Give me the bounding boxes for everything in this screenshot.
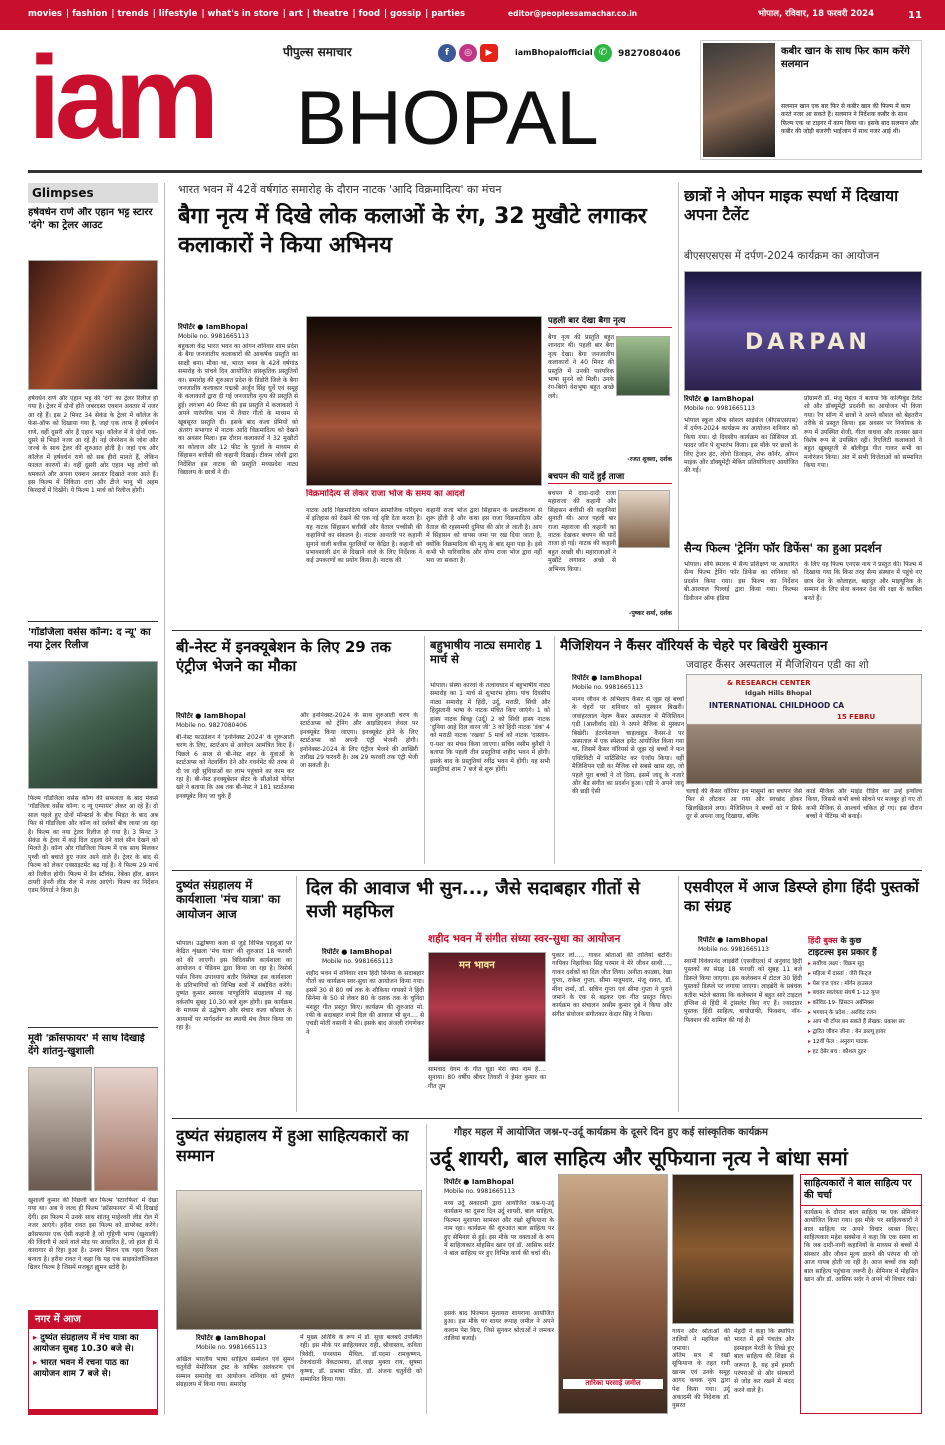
lead-body-2: नाटक आदि विक्रमादित्य वर्तमान सामाजिक परिदृश्य में इतिहास को देखने की एक नई दृष्टि देता करता है। यह नाटक सिंहासन बत्तीसी और वैताल पच्चीसी की कहानियों का संकलन है। नाटक आनतरि पर कहानी सुनाने वाली बत्तीस पुतलियों पर केंद्रित है। कहानी को प्रभावशाली ढंग से दिखाने वाले के लिए निर्देशक ने कई उपकरणों का प्रयोग किया है। नाटक की [306, 507, 422, 565]
viewer-1-photo [616, 336, 670, 396]
reporter-mobile: Mobile no. 9981665113 [444, 1187, 515, 1195]
cancer-story [558, 636, 922, 864]
samman-byline [196, 1334, 306, 1352]
masthead-rule [28, 170, 922, 173]
urdu-event-photo-1 [558, 1174, 668, 1414]
nav-art[interactable]: art [288, 9, 303, 19]
samman-body-1: अखिल भारतीय भाषा साहित्य सम्मेलन एवं सुमन चतुर्वेदी मेमोरियल ट्रस्ट के वार्षिक अलंकरण एवं सम्मान समारोह का आयोजन शनिवार को दुष्यंत संग्रहालय में किया गया। समारोह [176, 1356, 294, 1389]
urdu-body-5: मेहदी ने कहा कि स्थापित भारत में हमें पंचतंत्र और इस्माइल मेरठी के लिखे हुए बाल साहित्य की शिक्षा से जरूरत है, यह हमें हमारी परंपराओं से और संस्कारों से जोड़ कर रखने में मदद करने वाले है। [734, 1328, 794, 1394]
lead-kicker: भारत भवन में 42वें वर्षगांठ समारोह के दौरान नाटक 'आदि विक्रमादित्य' का मंचन [178, 183, 502, 196]
manch-yatra-story [172, 876, 292, 1116]
svl-body: स्वामी विवेकानंद लाइब्रेरी (एसवीएल) में अनुवाद हिंदी पुस्तकों का संग्रह 18 फरवरी को सुबह 11 बजे डिस्प्ले किया जाएगा। इस कलेक्शन में टोटल 30 हिंदी पुस्तकों डिस्प्ले पर लगाया जाएगा। लाइब्रेरी के प्रबंधक यतीश भटेले बताया कि कलेक्शन में बहुत सारे टाइटल इंग्लिश से हिंदी में ट्रांसलेट किए गए हैं। ज्यादातर पुस्तक हिंदी साहित्य, बायोग्राफी, फिक्शन, नॉन-फिक्शन की शामिल की गई हैं। [684, 958, 802, 1024]
nav-fashion[interactable]: fashion [72, 9, 108, 19]
darpan-byline [684, 395, 794, 413]
music-night-photo [428, 952, 546, 1062]
geet-body-1: शहीद भवन में शनिवार शाम हिंदी सिनेमा के सदाबहार गीतों का कार्यक्रम स्वर-सुधा का आयोजन किया गया। इसमें 30 से 80 वर्ष तक के शौकिया गायकों ने हिंदी सिनेमा के 50 से लेकर 80 के दशक तक के चुनिंदा मशहूर गीत प्रस्तुत किए। कार्यक्रम की शुरुआत मो. रफी के सदाबहार नगमे दिल की आवाज भी सुन.... से एचडी मोती वसानी ने की। इसके बाद अंजली रांगणेकर ने [306, 970, 424, 1036]
lead-body-1: बहुकला केंद्र भारत भवन का आंगन शनिवार शाम प्रदेश के बैगा जनजातीय कलाकारों की आकर्षक प्रस्तुति का साक्षी बना। मौका था, भारत भवन के 42वें वर्षगांठ समारोह के पांचवे दिन आयोजित सांस्कृतिक प्रस्तुतियों का। समारोह की शुरुआत प्रदेश के डिंडोरी जिले के बैगा जनजातीय कलाकार पद्मश्री अर्जुन सिंह धुर्वे एवं समूह के कलाकारों द्वारा दी गई जनजातीय नृत्य की प्रस्तुति से हुई। लगभग 40 मिनट की इस प्रस्तुति में कलाकारों ने अपने पारंपरिक भाव में तैयार गीतों के माध्यम से खूबसूरत प्रस्तुति दी। इसके बाद कला प्रेमियों को अंतरंग सभागार में नाटक आदि विक्रमादित्य को देखने का अवसर मिला। इस दौरान कलाकारों ने 32 मुखौटों का कोलाज और 12 फीट के पुतलों के माध्यम से सिंहासन बत्तीसी की कहानी दिखाई। टीकम जोशी द्वारा निर्देशित इस नाटक की प्रस्तुति मध्यप्रदेश नाट्य विद्यालय के छात्रों ने दी। [178, 343, 298, 477]
nav-gossip[interactable]: gossip [390, 9, 422, 19]
facebook-icon[interactable]: f [438, 44, 456, 62]
column-divider [426, 1124, 427, 1414]
row-divider [172, 1118, 922, 1119]
quote-2-headline: बचपन की यादें हुईं ताजा [548, 472, 672, 484]
urdu-body-2: इसके बाद फिल्मान मुशायरा शायराना आयोजित हुआ। इस मौके पर शायर रूपाह जमील ने अपने कलाम पेश किए, जिसे सुनकर श्रोताओं ने जमकर तालियां बजाईं। [444, 1310, 554, 1343]
editor-email[interactable]: editor@peoplessamachar.co.in [508, 9, 638, 18]
book-box-heading [808, 936, 922, 959]
reporter-name: रिपोर्टर ● IamBhopal [322, 948, 392, 956]
bnest-byline [176, 712, 296, 730]
issue-date: भोपाल, रविवार, 18 फरवरी 2024 [758, 9, 874, 19]
reporter-name: रिपोर्टर ● IamBhopal [176, 712, 246, 720]
army-film-body-2: के लिए यह फिल्म एनएस नाथ ने प्रस्तुत की। फिल्म में दिखाया गया कि किस तरह सैन्य संस्थान में पहुंचे नए छात्र देश के कोलाहल, बहादुर और माइथूनिक के सम्मान के लिए सेना बनकर देश की रक्षा के काबिल बनते हैं। [804, 561, 922, 602]
masthead-logo-iam: iam [28, 34, 214, 162]
row-divider [172, 630, 922, 631]
reporter-mobile: Mobile no. 9981665113 [196, 1343, 267, 1351]
darpan-story [684, 183, 922, 623]
social-icons [438, 44, 498, 62]
divider [28, 1027, 158, 1028]
svl-story [684, 876, 922, 1112]
photo-caption: विक्रमादित्य से लेकर राजा भोज के समय का आदर्श [306, 489, 542, 501]
book-title-item: ▸ महिला में दास्तां : जेरी फिट्ज [808, 971, 922, 979]
reporter-mobile: Mobile no. 9981665113 [572, 683, 643, 691]
glimpse-2-headline: 'गॉडजिला वर्सेस कॉन्ग: द न्यू' का नया ट्रेलर रिलीज [28, 627, 151, 651]
seminar-headline: साहित्यकारों ने बाल साहित्य पर की चर्चा [801, 1175, 921, 1206]
book-titles-box [808, 936, 922, 1112]
natya-body: भोपाल। संस्था कारवां के तत्वावधान में बहुभाषीय नाट्य समारोह का 1 मार्च से शुभारंभ होगा। पांच दिवसीय नाट्य समारोह में हिंदी, उर्दू, मराठी, सिंधी और हिंदुस्तानी भाषा के नाटक मंचित किए जाएंगे। 1 को हास्य नाटक बिच्छू (उर्दू) 2 को सिंधी हास्य नाटक 'दुनिया आहे दिल वारन जी' 3 को हिंदी नाटक 'डंक' 4 को मराठी नाटक 'रखवा' 5 मार्च को नाटक 'दास्तान-ए-यश' का मंचन किया जाएगा। सचिव नसीम कुरैशी ने बताया कि पहली तीन प्रस्तुतियां शहीद भवन में होंगी। इसके बाद के प्रस्तुतियां रवींद्र भवन में होंगी। यह सभी प्रस्तुतियां शाम 7 बजे से शुरू होंगी। [430, 682, 550, 774]
reporter-mobile: Mobile no. 9981665113 [178, 332, 249, 340]
quote-1-body: बैगा नृत्य की प्रस्तुति बहुत शानदार थी। पहली बार बैगा नृत्य देखा। बैगा जनजातीय कलाकारों ने 40 मिनट की प्रस्तुति में उनकी पारंपरिक भाषा सुनने को मिली। उनके रंग-बिरंगे वेशभूषा बहुत अच्छे लगे। [548, 334, 614, 400]
army-film-body-1: भोपाल। शौर्य स्मारक में सैन्य प्रशिक्षण पर आधारित सैन्य फिल्म ट्रेनिंग फॉर डिफेंस का शनिवार को प्रदर्शन किया गया। इस फिल्म का निर्देशन बी.आरपाल पिल्लई द्वारा किया गया। फिल्म्स डिवीजन ऑफ इंडिया [684, 561, 798, 602]
reporter-name: रिपोर्टर ● IamBhopal [444, 1178, 514, 1186]
book-title-item: ▸ 12वीं फेल : अनुराग पाठक [808, 1039, 922, 1047]
seminar-box [800, 1174, 922, 1414]
glimpse-3-body: खुशाली कुमार की पिछली बार फिल्म 'स्टारफिश' में देखा गया था। अब वे जल्द ही फिल्म 'क्रॉसफायर' में भी दिखाई देंगी। इस फिल्म में उनके साथ शांतनु माहेश्वरी लीड रोल में नजर आएंगे। हरीश रावत इस फिल्म को डायरेक्ट करेंगे। क्रॉसफायर एक ऐसी कहानी है जो गृहिणी भाग्य (खुशाली) की जिंदगी में आने वाले मोड़ पर आधारित है, जो हाल ही में कारागार से रिहा हुआ है। उनका मिलन एक गहरा रिश्ता बनाता है। हरीश रावत ने कहा कि यह एक साइकोलॉजिकल थ्रिलर फिल्म है जिसमें मजबूत ह्यूमन स्टोरी है। [28, 1197, 158, 1272]
book-title-item: ▸ भगवान् के प्रदेश : अरविंद रंजन [808, 1010, 922, 1018]
svl-headline: एसवीएल में आज डिस्प्ले होगा हिंदी पुस्तकों का संग्रह [684, 878, 919, 915]
nagar-me-aaj-box [28, 1310, 158, 1410]
manch-yatra-headline: दुष्यंत संग्रहालय में कार्यशाला 'मंच यात्रा' का आयोजन आज [176, 878, 281, 921]
column-divider [554, 636, 555, 864]
teaser-title: कबीर खान के साथ फिर काम करेंगे सलमान [781, 46, 910, 70]
bnest-body-2: और इनोनेक्स्ट-2024 के साथ शुरुआती चरण के स्टार्टअप्स को ट्रेनिंग और आइडिएशन लेवल पर इनक्यूबेट किया जाएगा। इनक्यूबेट होने के लिए स्टार्टअप्स को अपनी एंट्री भेजनी होगी। इनोनेक्स्ट-2024 के लिए एंट्रीज भेजने की आखिरी तारीख 29 फरवरी है। अब 29 फरवरी तक एंट्री भेजी जा सकती है। [300, 712, 418, 770]
nav-movies[interactable]: movies [28, 9, 62, 19]
urdu-byline [444, 1178, 554, 1196]
darpan-body-1: भोपाल स्कूल ऑफ सोशल साइंसेज (बीएसएसएस) में दर्पण-2024 कार्यक्रम का आयोजन शनिवार को किया गया। दो दिवसीय कार्यक्रम का प्रिंसिपल डॉ. फादर जॉन पे शुभारंभ किया। इस मौके पर छात्रों के लिए ट्रेजर हंट, लोगो डिजाइन, शेफ कॉर्नर, ओपन माइक और डॉक्यूमेंट्री मेकिंग प्रतियोगिताएं आयोजित की गईं। [684, 417, 798, 475]
quote-2-body: बचपन में दादा-दादी राजा महाराजा की कहानी और सिंहासन बत्तीसी की कहानियां सुनाती थी। आज पहली बार राजा महाराजा की कहानी का नाटक देखकर बचपन की यादें ताजा हो गई। नाटक की कहानी बहुत अच्छी थी। महाराजाओं ने मुखौटे लगाकर अच्छे से अभिनय किया। [548, 490, 616, 573]
shantanu-photo [28, 1067, 92, 1191]
masthead-city: BHOPAL [296, 76, 599, 161]
urdu-headline: उर्दू शायरी, बाल साहित्य और सूफियाना नृत्य ने बांधा समां [430, 1146, 848, 1170]
contact-phone: 9827080406 [618, 49, 681, 59]
section-nav: movies | fashion | trends | lifestyle | what's in store | art | theatre | food | gossip | parties [28, 9, 466, 19]
book-title-item: ▸ बचवर स्वतंत्रता संघर्ष 1-12 युग्ल [808, 990, 922, 998]
urdu-event-photo-2 [672, 1174, 794, 1324]
cancer-body-1: मानव जीवन के अभिशाप कैंसर से जूझ रहे बच्चों के चेहरों पर शनिवार को मुस्कान बिखरी। जवाहरलाल नेहरू कैंसर अस्पताल में मैजिशियन एडी (आशीर्वाद दंडे) ने अपने मैजिक से मुस्कान बिखेरी। इंटरनेशनल चाइल्डहुड कैंसर-डे पर अस्पताल में एक स्पेशल इवेंट आयोजित किया गया था, जिसमें कैंसर वॉरियर्स से जूझ रहे बच्चों ने फन एक्टिविटी में पार्टिसिपेट कर एंजॉय किया। वहीं मैजिशियन एडी का मैजिक शो सबसे खास रहा, जो पहले पूरा बच्चों ने तो दिया, इसमें जादू के नजारे और बैंड संगीत का प्रदर्शन हुआ। एडी ने अपने जादू की छड़ी ऐसी [572, 696, 684, 796]
cancer-body-3: कार्ड मैजिक और माइंड रीडिंग कर उन्हें इन्वॉल्व किया, जिससे कभी बच्चे सोचने पर मजबूर हो गए तो कभी मैजिक से आश्चर्य चकित हो गए। इस दौरान बच्चों ने पेंटिंग्स भी बनाई। [806, 788, 922, 821]
nav-theatre[interactable]: theatre [312, 9, 349, 19]
column-divider [424, 636, 425, 864]
geet-headline: दिल की आवाज भी सुन..., जैसे सदाबहार गीतों से सजी महफिल [306, 878, 640, 922]
geet-story [302, 876, 674, 1112]
viewer-quotes [548, 316, 672, 623]
lead-story [172, 183, 672, 623]
glimpses-column [28, 183, 158, 1415]
nagar-label: नगर में आज [29, 1311, 157, 1329]
svl-byline [698, 936, 808, 954]
urdu-kicker: गौहर महल में आयोजित जश्न-ए-उर्दू कार्यक्रम के दूसरे दिन हुए कई सांस्कृतिक कार्यक्रम [454, 1127, 768, 1138]
samman-headline: दुष्यंत संग्रहालय में हुआ साहित्यकारों का सम्मान [176, 1126, 409, 1165]
reporter-name: रिपोर्टर ● IamBhopal [196, 1334, 266, 1342]
column-divider [678, 876, 679, 1112]
book-title-item: ▸ हट देबेर बच : कौशल दुहर [808, 1049, 922, 1057]
samman-body-2: में मुख्य अतिथि के रूप में डॉ. सुधा बलबर्दे उपस्थित रहीं। इस मौके पर साहित्यकार राही, श्रीवास्तव, कविता त्रिवेदी, घनश्याम मैथिल, डॉ.पदमा रामकृष्णन, टेकचंदानी वेंकटरमणा, डॉ.जाहा मुक्ता राय, सुषमा कृष्णा, डॉ. प्रभाषा पंडित, डॉ. अंजना चतुर्वेदी को सम्मानित किया गया। [300, 1334, 422, 1384]
reporter-mobile: Mobile no. 9981665113 [684, 404, 755, 412]
book-title-item: ▸ आप भी टॉपर बन सकते हैं लेखक: प्रकाश सर [808, 1019, 922, 1027]
manch-yatra-body: भोपाल। उद्घोषणा कला से जुड़े विभिन्न पहलुओं पर केंद्रित शृंखला 'मंच यात्रा' की शुरुआत 18 फरवरी को की जाएगी। इस त्रिदिवसीय कार्यशाला का आयोजन द पेडियम द्वारा किया जा रहा है। रिसोर्स पर्सन विनय उपाध्याय बतौर विशेषज्ञ इस कार्यशाला के प्रतिभागियों को विभिन्न सत्रों में संबोधित करेंगे। दुष्यंत कुमार स्मारक पाण्डुलिपि संग्रहालय में यह वर्कशॉप सुबह 10.30 बजे शुरू होगी। इस कार्यक्रम के माध्यम से उद्घोषण और संचार कला कौशल के आयामों पर मार्गदर्शन का स्थायी मंच तैयार किया जा रहा है। [176, 940, 292, 1032]
award-ceremony-photo [176, 1190, 422, 1330]
reporter-name: रिपोर्टर ● IamBhopal [698, 936, 768, 944]
darpan-headline: छात्रों ने ओपन माइक स्पर्धा में दिखाया अपना टैलेंट [684, 187, 899, 225]
teaser-box[interactable] [700, 40, 922, 160]
hospital-banner-1: & RESEARCH CENTER [727, 679, 811, 687]
cancer-body-2: चलाई की कैंसर वॉरियर इन मासूमों का बचपन जैसे फिर से लौटकर आ गया और स्वच्छंद होकर खिलखिलाने लगा। मैजिशियन ने बच्चों को न सिर्फ दूर से अपना जादू दिखाया, बल्कि [686, 788, 802, 821]
glimpses-label: Glimpses [28, 183, 158, 203]
reporter-mobile: Mobile no. 9827080406 [176, 721, 247, 729]
geet-body-2: सामवाद वेगम के गीत चूड़ा मेरा क्या नाम है.... सुनाया। 80 वर्षीय श्रीधर तिवारी ने हेमंत कुमार का गीत तुम [428, 1066, 546, 1090]
teaser-text: सलमान खान एक बार फिर से कबीर खान की फिल्म में काम करते नजर आ सकते हैं। सलमान ने निर्देशक कबीर के साथ फिल्म एक था टाइगर में काम किया था। इसके बाद सलमान और कबीर की जोड़ी बजरंगी भाईजान में साथ नजर आई थी। [781, 103, 919, 136]
darpan-subhead: बीएसएसएस में दर्पण-2024 कार्यक्रम का आयोजन [684, 250, 880, 262]
event-banner: मन भावन [459, 960, 495, 971]
lead-byline [178, 323, 298, 341]
glimpse-2-body: फिल्म गॉडजिला वर्सेस कॉन्ग की सफलता के बाद मेकर्स 'गॉडजिला वर्सेस कॉन्ग: द न्यू एम्पायर' लेकर आ रहे हैं। दो साल पहले हुए दोनों मॉन्स्टर्स के बीच भिड़ंत के बाद अब फिर से गॉडजिला और कॉन्ग को दर्शकों बीच लाया जा रहा है। फिल्म का नया ट्रेलर रिलीज हो गया है। 3 मिनट 3 सेकंड के ट्रेलर में कई दिल दहला देने वाले सीन देखने को मिलते हैं। कॉन्ग और गॉडजिला फिल्म में एक साथ मिलकर पृथ्वी को बचाते हुए नजर आने वाले हैं। ट्रेलर के बाद से फिल्म को लेकर एक्साइटमेंट बढ़ गई है। ये फिल्म 29 मार्च को रिलीज होगी। फिल्म में डैन स्टीवंस, रेबेका हॉल, ब्रायन टायरी हेनरी लीड रोल में नजर आएंगे। फिल्म का निर्देशन एडम विंगार्ड ने किया है। [28, 795, 158, 895]
whatsapp-icon[interactable]: ✆ [594, 44, 612, 62]
instagram-icon[interactable]: ◎ [459, 44, 477, 62]
samman-story [172, 1124, 422, 1414]
masthead [28, 34, 688, 162]
cancer-byline [572, 674, 682, 692]
natya-headline: बहुभाषीय नाट्य समारोह 1 मार्च से [430, 638, 543, 667]
darpan-stage-photo [684, 271, 922, 391]
nagar-item: ▸ भारत भवन में रचना पाठ का आयोजन शाम 7 बजे से। [33, 1358, 153, 1381]
reporter-mobile: Mobile no. 9981665113 [322, 957, 393, 965]
darpan-stage-text: DARPAN [745, 330, 871, 355]
urdu-body-3: गायन और श्रोताओं की तालियों ने महफिल को जमाया। [672, 1328, 730, 1352]
nav-parties[interactable]: parties [431, 9, 466, 19]
book-box-head-3: टाइटल्स इस प्रकार हैं [808, 947, 877, 958]
book-title-item: ▸ सर्वोच्च लक्ष्य : विक्रम सूद [808, 961, 922, 969]
actor-photo [703, 43, 775, 157]
row-divider [172, 870, 922, 871]
cancer-subhead: जवाहर कैंसर अस्पताल में मैजिशियन एडी का शो [686, 659, 869, 671]
geet-subhead: शहीद भवन में संगीत संध्या स्वर-सुधा का आयोजन [428, 933, 621, 945]
quote-2-signature: -पुष्कर शर्मा, दर्शक [628, 610, 672, 617]
nav-food[interactable]: food [358, 9, 381, 19]
geet-body-3: पुकार लो...., गाकर श्रोताओं की तालियां बटोरीं। गायिका निहारिका सिंह परमार ने मेरे जीवन साथी...., गाकर दर्शकों का दिल जीत लिया। अनीता काळ्या, रेखा गुप्ता, राकेश गुप्ता, सीमा मजूमदार, मंजू रावत, डॉ. मीना शर्मा, डॉ. सचिन गुप्ता एवं सीमा गुप्ता ने पुराने जमाने के एक से बढ़कर एक गीत प्रस्तुत किए। कार्यक्रम का संचालन असीम कुमार दुबे ने किया और संगीत संयोजन संगीतकार केदार सिंह ने किया। [552, 952, 672, 1018]
glimpse-1-headline: हर्षवर्धन राणे और एहान भट्ट स्टारर 'दंगे' का ट्रेलर आउट [28, 207, 153, 231]
army-film-headline: सैन्य फिल्म 'ट्रेनिंग फॉर डिफेंस' का हुआ प्रदर्शन [684, 541, 882, 555]
book-title-item: ▸ येस एज एवर : मॉर्गन हाउसल [808, 981, 922, 989]
book-box-head-2: के कुछ [837, 936, 862, 945]
glimpse-3-headline: मूवी 'क्रॉसफायर' में साथ दिखाई देंगे शांतनु-खुशाली [28, 1033, 145, 1057]
lead-body-3: कहानी राजा भोज द्वारा सिंहासन के प्रकटीकरण से शुरू होती है और कथा इस राजा विक्रमादित्य और वैताल की रहस्यमयी दुनिया की ओर ले जाती है। आप में सिंहासन को वापस जमा पर रख दिया जाता है, क्योंकि विक्रमादित्य की मृत्यु के बाद सूना पड़ा है। इसे कभी भी पारिवारिक और योग्य राजा भोज द्वारा नहीं भरा जा सकता है। [426, 507, 542, 565]
book-title-item: ▸ कोविड-19- प्रिंसटन अर्बनिक्स [808, 1000, 922, 1008]
natya-story [430, 636, 550, 864]
nav-whats-in-store[interactable]: what's in store [207, 9, 279, 19]
hospital-banner-2: Idgah Hills Bhopal [745, 689, 812, 697]
urdu-body-1: मध्य उर्दू अकादमी द्वारा आयोजित जश्न-ए-उर्दू कार्यक्रम का दूसरा दिन उर्दू शायरी, बाल साहित्य, फिल्मन मुशायरा सामरश और रखो सूफियाना के नाम रहा। कार्यक्रम की शुरुआत बाल साहित्य पर हुए सेमिनार से हुई। इस मौके पर वक्ताओं के रूप में साहित्यकार मोहसिन खान एवं डॉ. आसिफ सर्दर ने बाल साहित्य पर हुए विभिन्न कार्य की चर्चा की। [444, 1200, 554, 1258]
urdu-photo-caption: तारिका परसाई जमील [563, 1379, 663, 1389]
reporter-name: रिपोर्टर ● IamBhopal [178, 323, 248, 331]
seminar-body: कार्यक्रम के दौरान बाल साहित्य पर एक सेमिनार आयोजित किया गया। इस मौके पर साहित्यकारों ने बाल साहित्य पर अपने विचार व्यक्त किए। साहित्यकार महेश सक्सेना ने कहा कि एक समय था कि जब दादी-नानी कहानियों के माध्यम से बच्चों में संस्कार और जीवन मूल्य डालने की परंपरा थी जो आज गायब होती जा रही है। आज बच्चों तक सही बाल साहित्य पहुंचाना जरूरी है। सेमिनार में मोहसिन खान और डॉ. आसिफ सर्दर ने अपने भी विचार रखे। [804, 1208, 918, 1283]
top-nav-bar [0, 0, 945, 30]
bnest-story [172, 636, 418, 864]
youtube-icon[interactable]: ▶ [480, 44, 498, 62]
lead-headline: बैगा नृत्य में दिखे लोक कलाओं के रंग, 32 मुखौटे लगाकर कलाकारों ने किया अभिनय [178, 204, 647, 258]
danga-poster-image [28, 260, 158, 390]
column-divider [678, 183, 679, 631]
hospital-banner-3: INTERNATIONAL CHILDHOOD CA [709, 701, 845, 710]
reporter-name: रिपोर्टर ● IamBhopal [572, 674, 642, 682]
godzilla-kong-image [28, 661, 158, 789]
reporter-name: रिपोर्टर ● IamBhopal [684, 395, 754, 403]
darpan-body-2: प्रोग्रामरी डॉ. मंजू मेहता ने बताया कि कल्पिबुड टैलेंट शो और डॉक्यूमेंट्री प्रदर्शनी का आयोजन भी किया गया। रैप सॉन्ग में छात्रों ने अपने कौशल को बेहतरीन तरीके से प्रस्तुत किया। इस अवसर पर निर्णायक के रूप में उपस्थित शेजी, गीता वाधवा और तानसर खान विशेष रूप से उपस्थित रहीं। रिएलिटी कलाकारों ने बहुत खूबसूरती से बॉलीवुड गीत गाकर सभी का मनोरंजन किया। अंत में सभी विजेताओं को सम्मानित किया गया। [804, 395, 922, 470]
nagar-item: ▸ दुष्यंत संग्रहालय में मंच यात्रा का आयोजन सुबह 10.30 बजे से। [33, 1333, 153, 1356]
urdu-body-4: अंतिम सत्र में रखो सूफियाना के तहत रानी खानम एवं उनके समूह आगद कथक नृत्य द्वारा पेश किया गया। उर्दू अकादमी की निदेशक डॉ. नुसरत [672, 1352, 730, 1410]
glimpse-1-body: हर्षवर्धन राणे और एहान भट्ट की 'दंगे' का ट्रेलर रिलीज हो गया है। ट्रेलर में दोनों होते जबरदस्त एक्शन अवतार में नजर आ रहे हैं। इस 2 मिनट 34 सेकंड के ट्रेलर में कॉलेज के फेस-ऑफ को दिखाया गया है, जहां एक तरफ हैं हर्षवर्धन राणे, वहीं दूसरी ओर हैं एहान भट्ट। कॉलेज में ये दोनों एक-दूसरे से भिड़ते नजर आ रहे हैं। नई जेनरेशन के जोश और जज्बे के साथ ट्रेलर की शुरुआत होती है। जहां एक ओर कॉलेज में हर्षवर्धन राणे को सब हीरो मानते हैं, लेकिन फालत कारणों से। वहीं दूसरी ओर एहान भट्ट लोगों को धमकाते और अपना एक्शन अवतार दिखाते नजर आते हैं। इस फिल्म में निकिता दत्ता और टीजे भानू भी अहम किरदारों में दिखेंगे। ये फिल्म 1 मार्च को रिलीज होगी। [28, 395, 158, 495]
geet-byline [322, 948, 432, 966]
khushali-photo [94, 1067, 158, 1191]
nav-lifestyle[interactable]: lifestyle [158, 9, 198, 19]
reporter-mobile: Mobile no. 9981665113 [698, 945, 769, 953]
page-number: 11 [908, 10, 922, 21]
quote-1-headline: पहली बार देखा बैगा नृत्य [548, 316, 672, 328]
book-box-head-1: हिंदी बुक्स [808, 936, 838, 945]
hospital-banner-4: 15 FEBRU [837, 713, 876, 721]
column-divider [296, 876, 297, 1112]
cancer-headline: मैजिशियन ने कैंसर वॉरियर्स के चेहरे पर बिखेरी मुस्कान [560, 638, 828, 654]
magic-show-photo [686, 674, 922, 784]
stage-play-photo [306, 316, 542, 486]
viewer-2-photo [618, 490, 670, 548]
nav-trends[interactable]: trends [117, 9, 149, 19]
urdu-story [430, 1124, 922, 1414]
publisher-brand: पीपुल्स समाचार [283, 45, 352, 59]
column-divider [164, 183, 165, 1415]
book-title-item: ▸ द्वारित जीवन जीना : बेन डब्ल्यू हायर [808, 1029, 922, 1037]
quote-1-signature: -रजत शुक्ला, दर्शक [627, 456, 672, 463]
bnest-headline: बी-नेस्ट में इनक्यूबेशन के लिए 29 तक एंट्रीज भेजने का मौका [176, 638, 392, 675]
bnest-body-1: बी-नेस्ट फाउंडेशन ने 'इनोनेक्स्ट 2024' के शुरूआती चरण के लिए, स्टार्टअप से आवेदन आमंत्रित किए हैं। पिछले 6 साल से बी-नेस्ट शहर के युवाओं के स्टार्टअप्स को नेटवर्किंग देने और गवर्नमेंट की तरफ से दी जा रही सुविधाओं का लाभ पहुंचाने का काम कर रहा है। बी-नेस्ट इनक्यूबेशन सेंटर के सीओओ योगेश खरे ने बताया कि अब तक बी-नेस्ट ने 181 स्टार्टअप्स इनक्यूबेट किए जा चुके हैं [176, 734, 294, 800]
divider [28, 621, 158, 622]
social-handle[interactable]: iamBhopalofficial [515, 48, 593, 57]
